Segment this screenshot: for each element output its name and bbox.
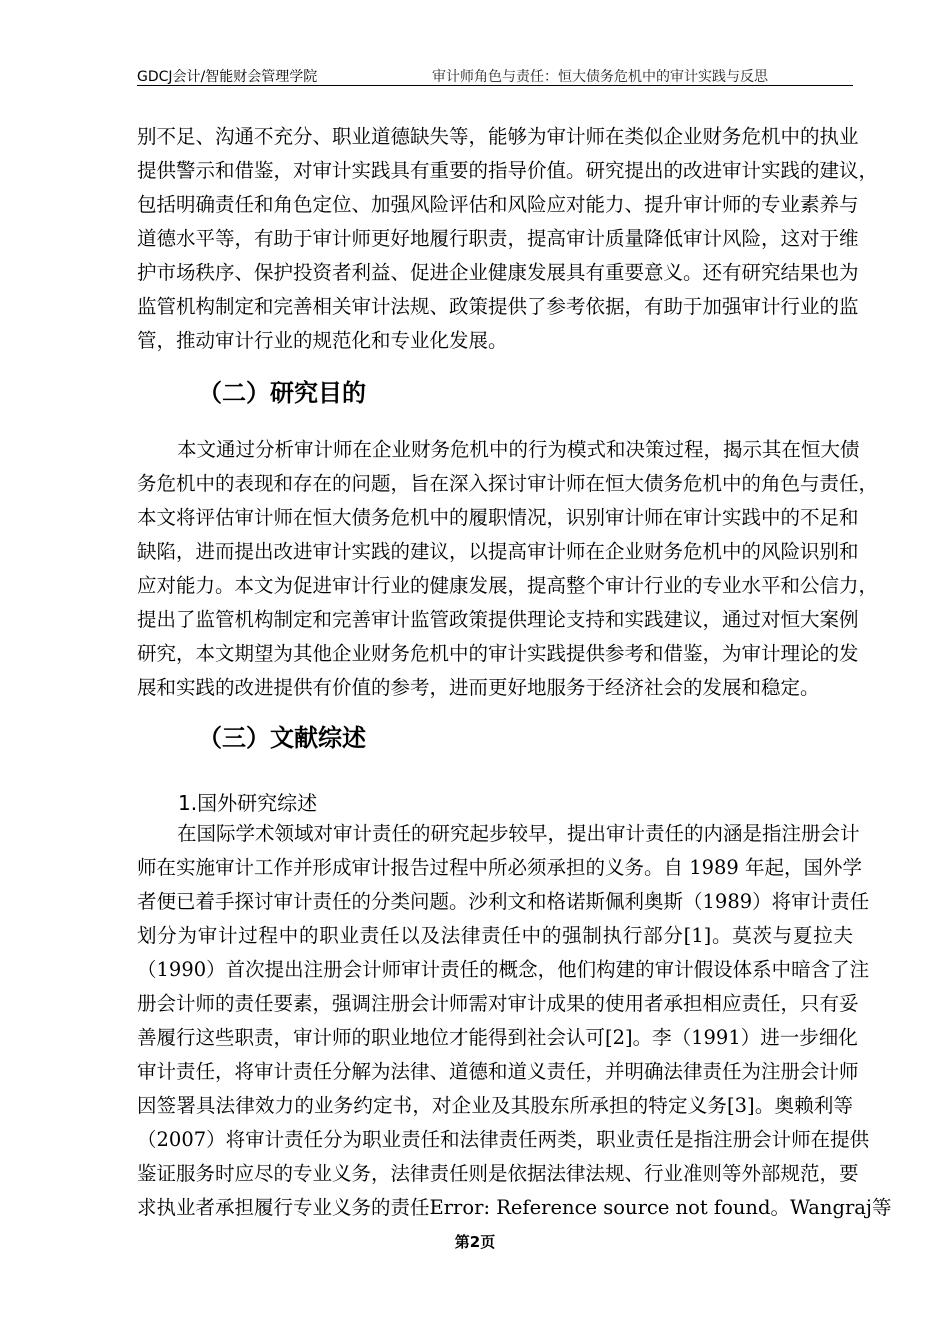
- page-number: 第2页: [454, 1233, 496, 1251]
- text-line: 在国际学术领域对审计责任的研究起步较早，提出审计责任的内涵是指注册会计: [177, 822, 860, 845]
- text-line: （1990）首次提出注册会计师审计责任的概念，他们构建的审计假设体系中暗含了注: [137, 958, 870, 981]
- paragraph-research-purpose: [137, 433, 879, 705]
- paragraph-foreign-research: [137, 817, 892, 1225]
- text-line: 因签署具法律效力的业务约定书，对企业及其股东所承担的特定义务[3]。奥赖利等: [137, 1094, 853, 1117]
- text-line: 别不足、沟通不充分、职业道德缺失等，能够为审计师在类似企业财务危机中的执业: [137, 125, 859, 148]
- text-line: 本文将评估审计师在恒大债务危机中的履职情况，识别审计师在审计实践中的不足和: [137, 506, 859, 529]
- text-line: （2007）将审计责任分为职业责任和法律责任两类，职业责任是指注册会计师在提供: [137, 1128, 870, 1151]
- text-line: 提出了监管机构制定和完善审计监管政策提供理论支持和实践建议，通过对恒大案例: [137, 608, 859, 631]
- text-line: 划分为审计过程中的职业责任以及法律责任中的强制执行部分[1]。莫茨与夏拉夫: [137, 924, 853, 947]
- text-line: 护市场秩序、保护投资者利益、促进企业健康发展具有重要意义。还有研究结果也为: [137, 261, 859, 284]
- header-left-institution: GDCJ会计/智能财会管理学院: [137, 69, 318, 85]
- text-line: 师在实施审计工作并形成审计报告过程中所必须承担的义务。自 1989 年起，国外学: [137, 856, 863, 879]
- text-line: 鉴证服务时应尽的专业义务，法律责任则是依据法律法规、行业准则等外部规范，要: [137, 1162, 859, 1185]
- text-line: 监管机构制定和完善相关审计法规、政策提供了参考依据，有助于加强审计行业的监: [137, 295, 859, 318]
- text-line: 缺陷，进而提出改进审计实践的建议，以提高审计师在企业财务危机中的风险识别和: [137, 540, 859, 563]
- text-line: 善履行这些职责，审计师的职业地位才能得到社会认可[2]。李（1991）进一步细化: [137, 1026, 858, 1049]
- text-line: 本文通过分析审计师在企业财务危机中的行为模式和决策过程，揭示其在恒大债: [177, 438, 860, 461]
- section-heading-research-purpose: （二）研究目的: [198, 379, 366, 407]
- text-line: 应对能力。本文为促进审计行业的健康发展，提高整个审计行业的专业水平和公信力，: [137, 574, 879, 597]
- text-line: 包括明确责任和角色定位、加强风险评估和风险应对能力、提升审计师的专业素养与: [137, 193, 859, 216]
- text-line: 提供警示和借鉴，对审计实践具有重要的指导价值。研究提出的改进审计实践的建议，: [137, 159, 879, 182]
- text-line: 展和实践的改进提供有价值的参考，进而更好地服务于经济社会的发展和稳定。: [137, 676, 820, 699]
- subheading-foreign-research: 1.国外研究综述: [178, 791, 318, 815]
- text-line: 求执业者承担履行专业义务的责任Error: Reference source not found。Wangraj等: [137, 1196, 892, 1219]
- text-line: 册会计师的责任要素，强调注册会计师需对审计成果的使用者承担相应责任，只有妥: [137, 992, 859, 1015]
- text-line: 审计责任，将审计责任分解为法律、道德和道义责任，并明确法律责任为注册会计师: [137, 1060, 859, 1083]
- header-rule: [137, 85, 853, 86]
- paragraph-significance: [137, 120, 879, 358]
- text-line: 者便已着手探讨审计责任的分类问题。沙利文和格诺斯佩利奥斯（1989）将审计责任: [137, 890, 870, 913]
- section-heading-literature-review: （三）文献综述: [198, 724, 366, 752]
- text-line: 研究，本文期望为其他企业财务危机中的审计实践提供参考和借鉴，为审计理论的发: [137, 642, 859, 665]
- text-line: 管，推动审计行业的规范化和专业化发展。: [137, 329, 508, 352]
- text-line: 务危机中的表现和存在的问题，旨在深入探讨审计师在恒大债务危机中的角色与责任，: [137, 472, 879, 495]
- header-right-title: 审计师角色与责任：恒大债务危机中的审计实践与反思: [432, 69, 768, 85]
- text-line: 道德水平等，有助于审计师更好地履行职责，提高审计质量降低审计风险，这对于维: [137, 227, 859, 250]
